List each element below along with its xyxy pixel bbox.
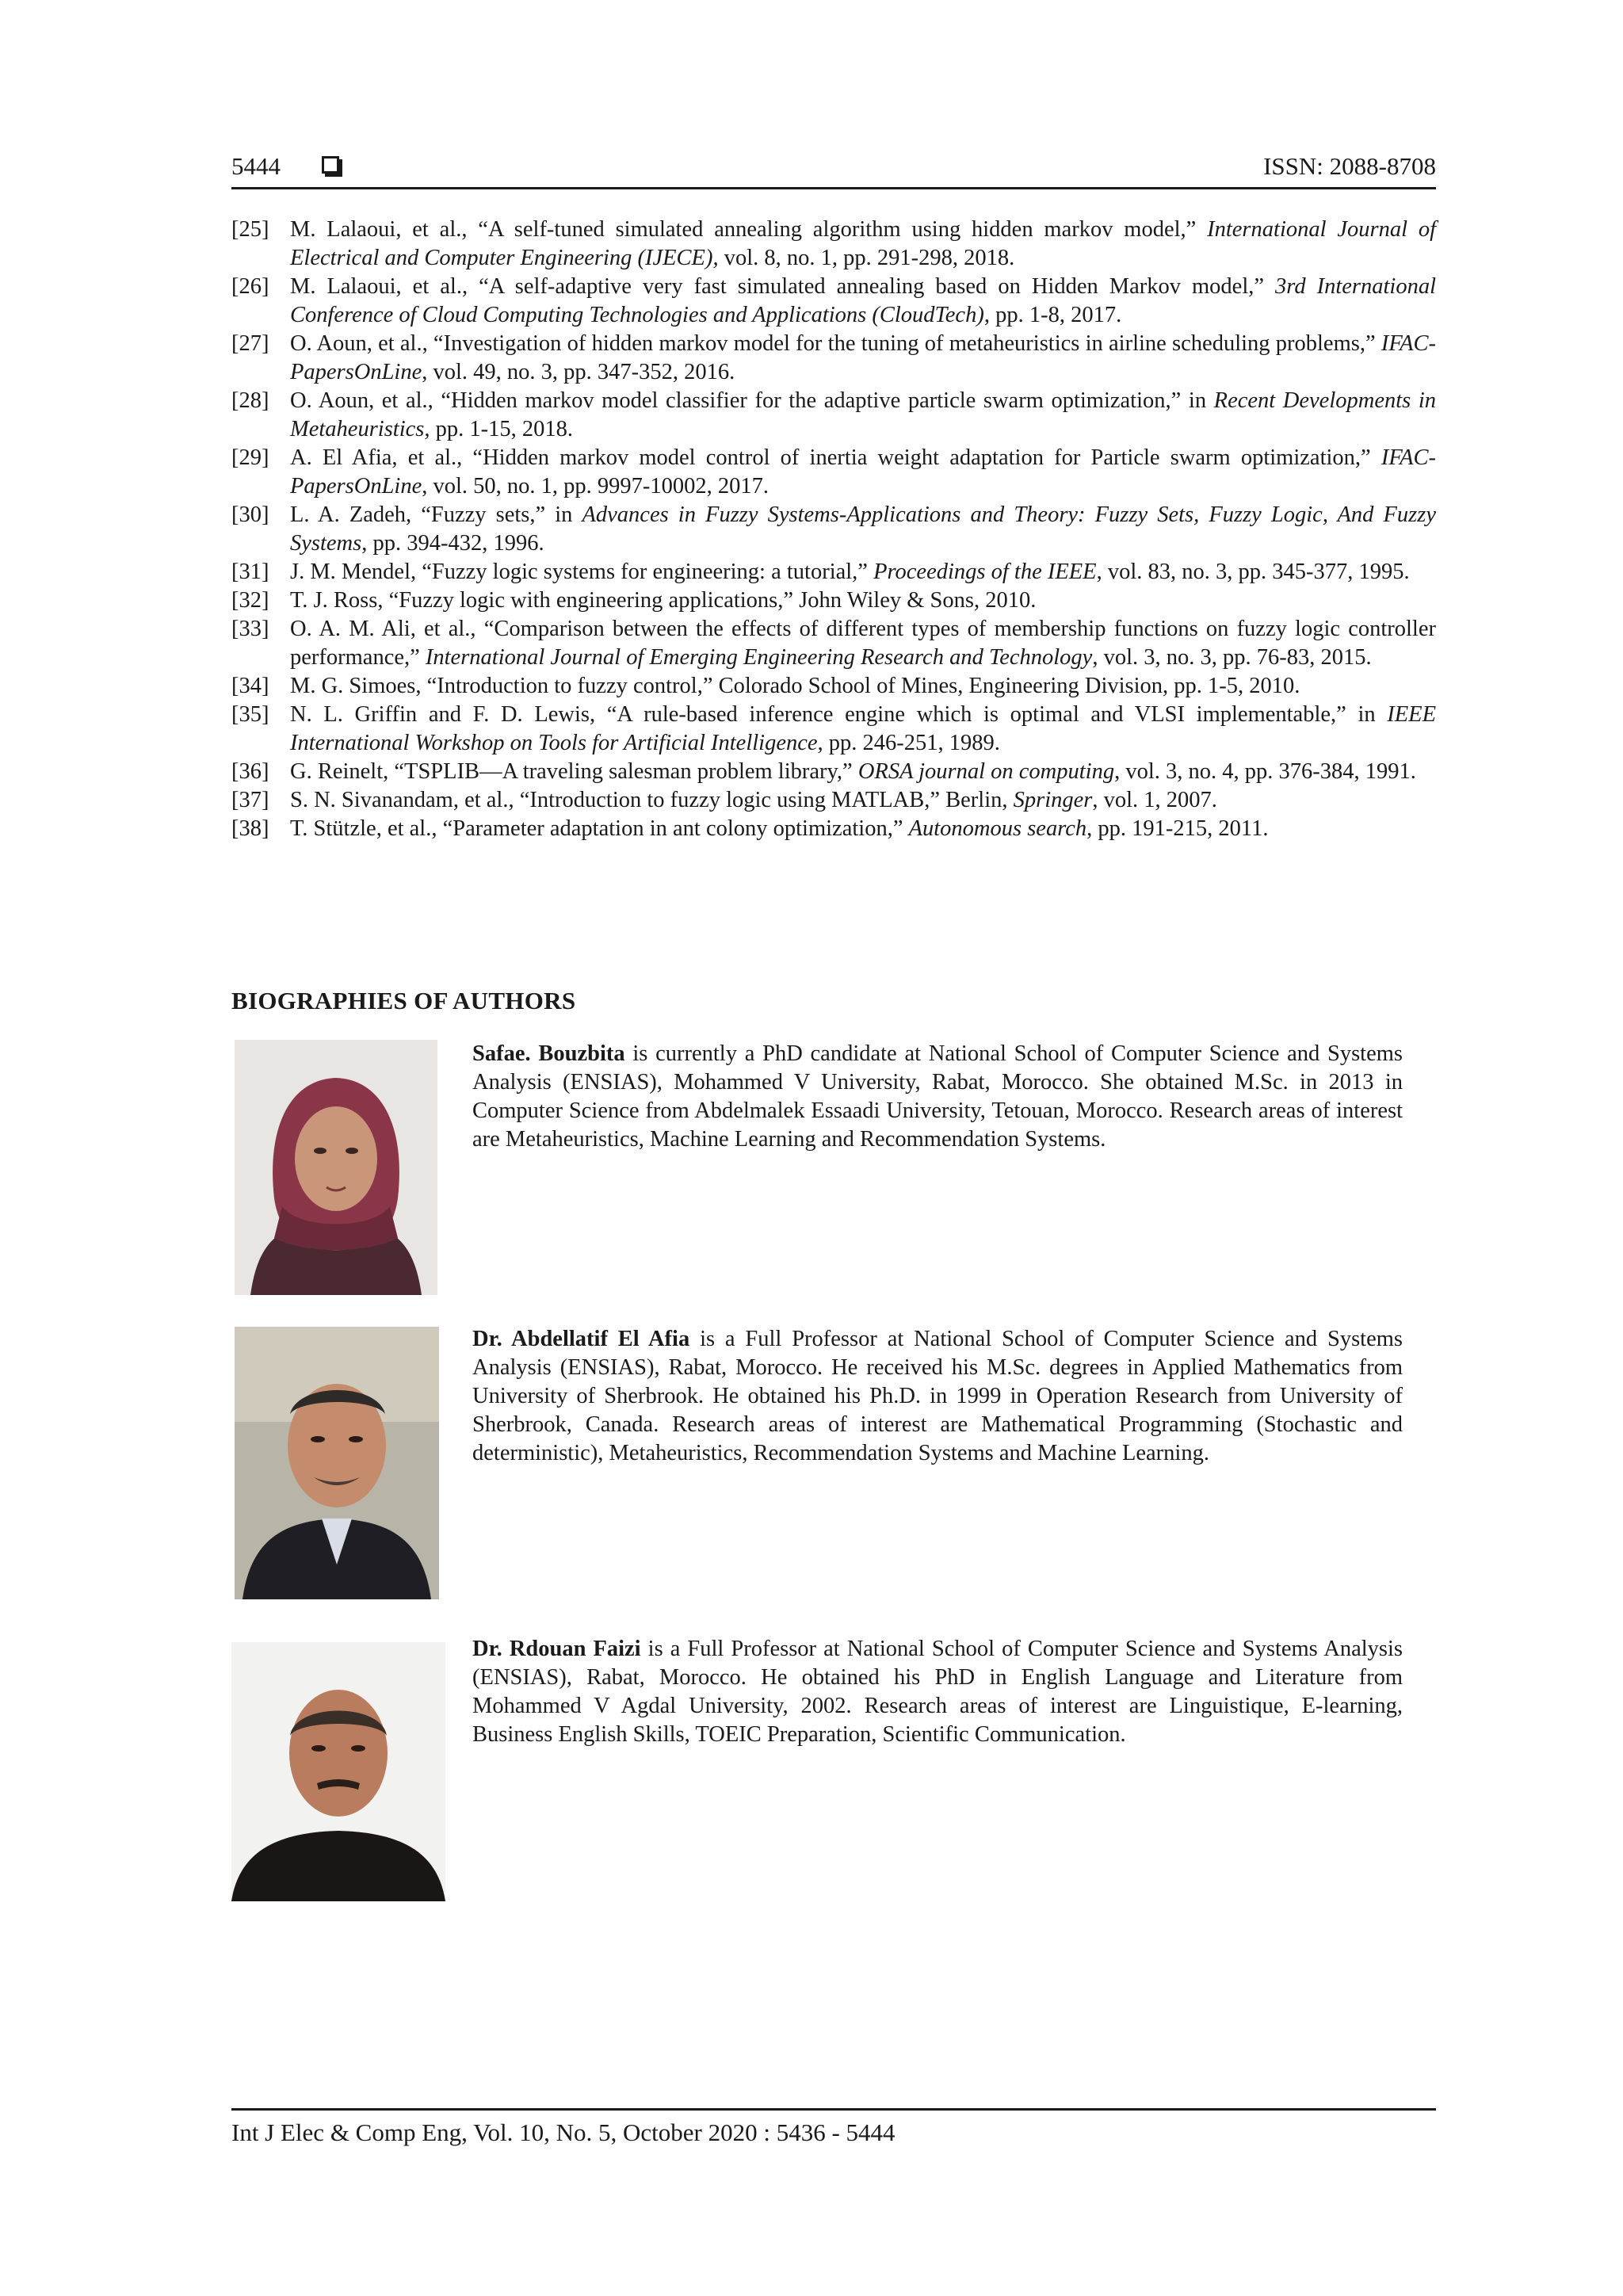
reference-venue: Proceedings of the IEEE [873,560,1097,584]
author-photo-bouzbita [235,1040,437,1295]
reference-segment: , vol. 1, 2007. [1092,788,1217,812]
reference-text [290,586,1436,615]
reference-segment: O. A. M. Ali, et al., “Comparison between the effects of different types of membership functions on fuzzy logic controller performance,” [290,617,1436,670]
page-header [231,152,1436,189]
author-photo-el-afia [235,1327,439,1599]
footer-citation: Int J Elec & Comp Eng, Vol. 10, No. 5, October 2020 : 5436 - 5444 [231,2118,896,2146]
reference-segment: pp. 246-251, 1989. [823,731,1000,755]
reference-text [290,216,1436,273]
author-bio-1 [472,1040,1403,1154]
reference-number: [27] [231,331,269,356]
reference-venue: International Journal of Emerging Engineering Research and Technology [425,645,1093,670]
reference-segment: , vol. 50, no. 1, pp. 9997-10002, 2017. [422,474,769,499]
reference-number: [29] [231,445,269,470]
reference-venue: Recent Developments in Metaheuristics, [290,388,1437,441]
reference-venue: ORSA journal on computing [857,759,1115,784]
reference-text [290,330,1436,387]
reference-item [231,786,1436,815]
reference-segment: , pp. 191-215, 2011. [1086,816,1269,841]
reference-item [231,558,1436,586]
author-bio-text: is a Full Professor at National School of Computer Science and Systems Analysis (ENSIAS), Rabat, Morocco. He received his M.Sc. degrees in Applied Mathematics from University of Sherbrook. He obtained his Ph.D. in 1999 in Operation Research from University of Sherbrook, Canada. Research areas of interest are Mathematical Programming (Stochastic and deterministic), Metaheuristics, Recommendation Systems and Machine Learning. [472,1327,1403,1465]
reference-number: [30] [231,502,269,527]
issn: ISSN: 2088-8708 [1263,152,1436,180]
reference-item [231,815,1436,843]
author-name: Dr. Abdellatif El Afia [472,1327,690,1351]
author-bio-3 [472,1635,1403,1749]
page-footer [231,2108,1436,2147]
reference-text [290,387,1436,444]
reference-item [231,216,1436,273]
reference-segment: , vol. 3, no. 3, pp. 76-83, 2015. [1092,645,1372,670]
reference-segment: , pp. 1-8, 2017. [983,303,1122,327]
reference-text [290,672,1436,701]
reference-segment: T. J. Ross, “Fuzzy logic with engineering applications,” John Wiley & Sons, 2010. [290,588,1037,613]
reference-number: [26] [231,274,269,299]
reference-segment: S. N. Sivanandam, et al., “Introduction to fuzzy logic using MATLAB,” Berlin, [290,788,1014,812]
reference-text [290,558,1436,586]
reference-number: [31] [231,560,269,584]
reference-number: [32] [231,588,269,613]
reference-text [290,501,1436,558]
author-portrait-3 [231,1642,445,1901]
author-name: Dr. Rdouan Faizi [472,1637,641,1661]
reference-number: [36] [231,759,269,784]
reference-venue: Autonomous search [908,816,1087,841]
reference-venue: IEEE International Workshop on Tools for Artificial Intelligence, [290,702,1436,755]
author-photo-faizi [231,1642,445,1901]
reference-venue: IFAC-PapersOnLine [290,445,1436,499]
reference-segment: , vol. 49, no. 3, pp. 347-352, 2016. [422,360,735,384]
reference-segment: J. M. Mendel, “Fuzzy logic systems for engineering: a tutorial,” [290,560,874,584]
reference-item [231,758,1436,786]
reference-segment: , vol. 3, no. 4, pp. 376-384, 1991. [1114,759,1416,784]
author-bio-text: is a Full Professor at National School of Computer Science and Systems Analysis (ENSIAS), Rabat, Morocco. He obtained his PhD in English Language and Literature from Mohammed V Agdal University, 2002. Research areas of interest are Linguistique, E-learning, Business English Skills, TOEIC Preparation, Scientific Communication. [472,1637,1403,1747]
author-name: Safae. Bouzbita [472,1041,625,1066]
reference-segment: M. G. Simoes, “Introduction to fuzzy control,” Colorado School of Mines, Engineering Division, pp. 1-5, 2010. [290,674,1300,698]
author-portrait-1 [235,1040,437,1295]
reference-text [290,786,1436,815]
reference-number: [33] [231,617,269,641]
reference-segment: , vol. 83, no. 3, pp. 345-377, 1995. [1096,560,1410,584]
reference-segment: vol. 8, no. 1, pp. 291-298, 2018. [718,246,1015,270]
reference-segment: O. Aoun, et al., “Hidden markov model classifier for the adaptive particle swarm optimization,” in [290,388,1214,413]
reference-segment: A. El Afia, et al., “Hidden markov model control of inertia weight adaptation for Particle swarm optimization,” [290,445,1381,470]
reference-segment: pp. 1-15, 2018. [430,417,574,441]
author-bio-text: is currently a PhD candidate at National School of Computer Science and Systems Analysis (ENSIAS), Mohammed V University, Rabat, Morocco. She obtained M.Sc. in 2013 in Computer Science from Abdelmalek Essaadi University, Tetouan, Morocco. Research areas of interest are Metaheuristics, Machine Learning and Recommendation Systems. [472,1041,1403,1152]
reference-segment: M. Lalaoui, et al., “A self-tuned simulated annealing algorithm using hidden markov model,” [290,217,1208,242]
reference-segment: , pp. 394-432, 1996. [361,531,544,556]
reference-number: [34] [231,674,269,698]
square-bullet-icon [322,156,339,174]
reference-item [231,672,1436,701]
reference-text [290,701,1436,758]
reference-item [231,387,1436,444]
section-title-biographies: BIOGRAPHIES OF AUTHORS [231,987,576,1014]
reference-venue: IFAC-PapersOnLine [290,331,1436,384]
reference-segment: G. Reinelt, “TSPLIB—A traveling salesman problem library,” [290,759,858,784]
reference-number: [35] [231,702,269,727]
reference-segment: T. Stützle, et al., “Parameter adaptation in ant colony optimization,” [290,816,909,841]
reference-venue: 3rd International Conference of Cloud Computing Technologies and Applications (CloudTech) [290,274,1436,327]
page-number: 5444 [231,152,281,180]
reference-text [290,444,1436,501]
reference-venue: Advances in Fuzzy Systems-Applications and Theory: Fuzzy Sets, Fuzzy Logic, And Fuzzy Systems [290,502,1436,556]
reference-segment: M. Lalaoui, et al., “A self-adaptive very fast simulated annealing based on Hidden Markov model,” [290,274,1276,299]
reference-item [231,701,1436,758]
author-portrait-2 [235,1327,439,1599]
reference-number: [28] [231,388,269,413]
reference-text [290,273,1436,330]
author-bio-2 [472,1325,1403,1468]
reference-segment: L. A. Zadeh, “Fuzzy sets,” in [290,502,582,527]
references-list [231,216,1436,843]
reference-number: [37] [231,788,269,812]
reference-venue: International Journal of Electrical and Computer Engineering (IJECE), [290,217,1436,270]
reference-venue: Springer [1013,788,1093,812]
reference-item [231,586,1436,615]
reference-item [231,273,1436,330]
reference-item [231,330,1436,387]
reference-item [231,501,1436,558]
reference-item [231,615,1436,672]
reference-number: [38] [231,816,269,841]
reference-text [290,758,1436,786]
reference-text [290,815,1436,843]
reference-number: [25] [231,217,269,242]
reference-segment: O. Aoun, et al., “Investigation of hidden markov model for the tuning of metaheuristics in airline scheduling problems,” [290,331,1381,356]
reference-text [290,615,1436,672]
reference-segment: N. L. Griffin and F. D. Lewis, “A rule-based inference engine which is optimal and VLSI implementable,” in [290,702,1388,727]
reference-item [231,444,1436,501]
